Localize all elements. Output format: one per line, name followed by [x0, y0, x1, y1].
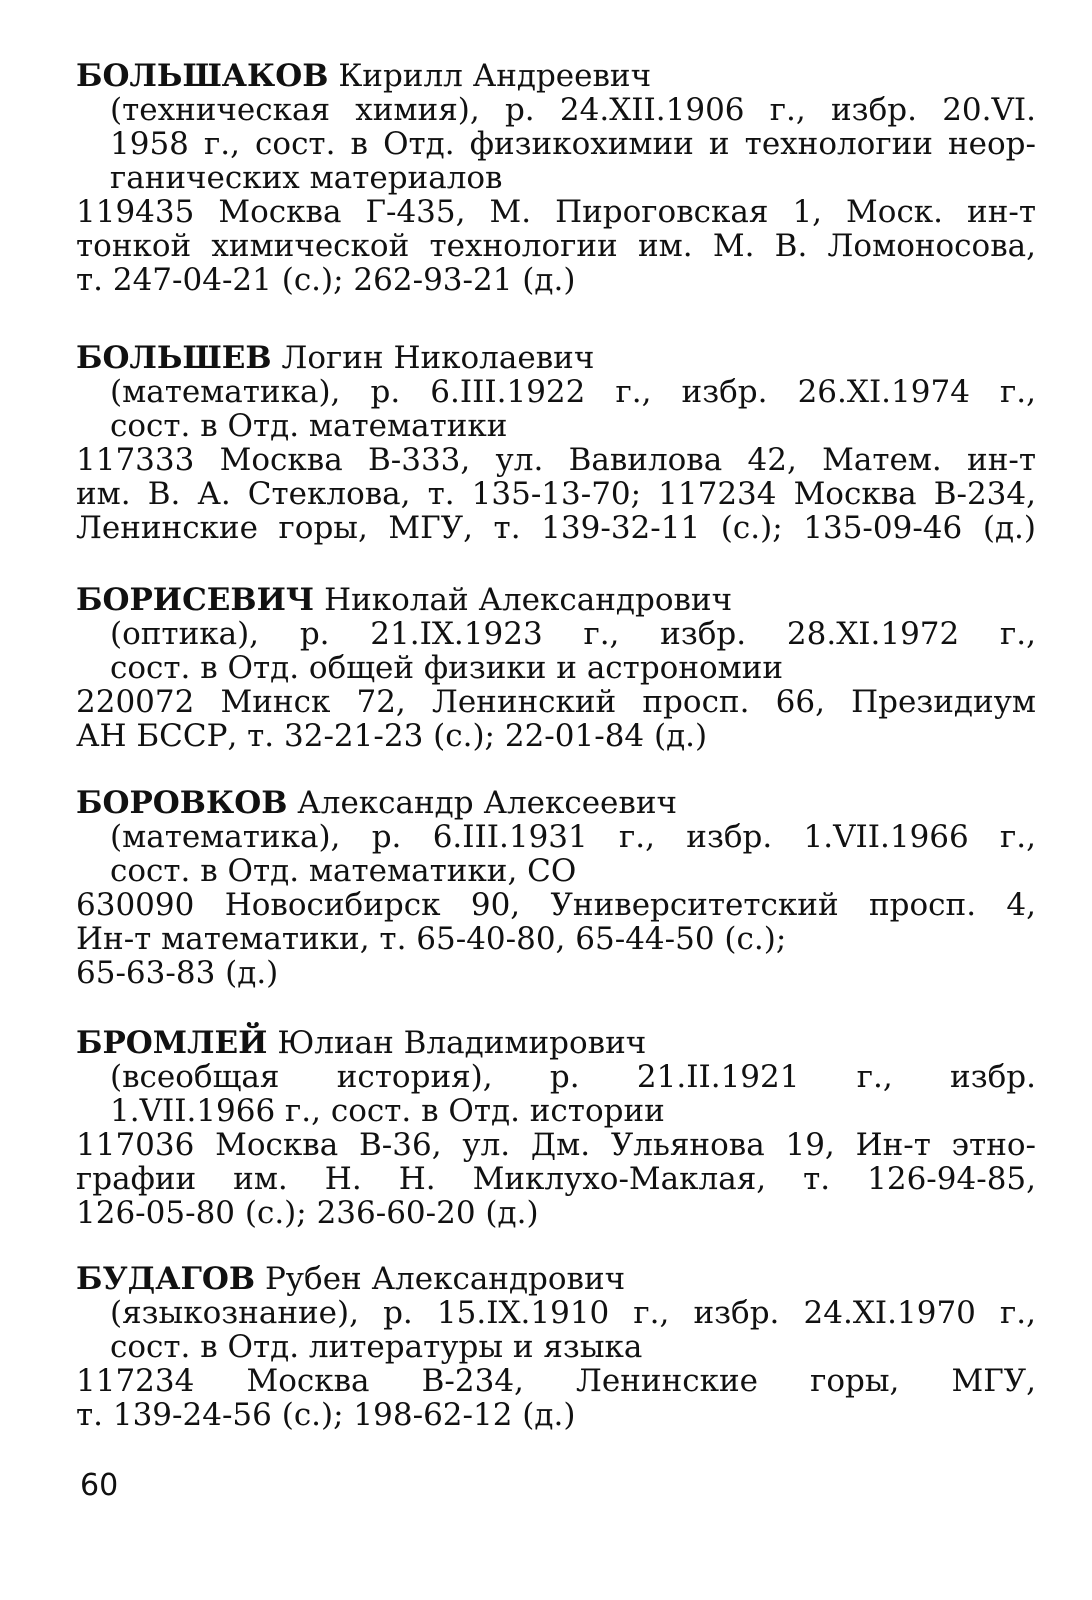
entry-surname: БУДАГОВ — [76, 1261, 256, 1297]
entry-details-line: сост. в Отд. литературы и языка — [110, 1329, 643, 1365]
entry-address-line: графии им. Н. Н. Миклухо-Маклая, т. 126-94-85, — [76, 1161, 1036, 1197]
entry-address-line: Ин-т математики, т. 65-40-80, 65-44-50 (с.); — [76, 921, 787, 957]
entry-details-line: (всеобщая история), р. 21.II.1921 г., избр. — [110, 1059, 1036, 1095]
entry-surname: БОРОВКОВ — [76, 785, 288, 821]
entry-address-line: им. В. А. Стеклова, т. 135-13-70; 117234 Москва В-234, — [76, 476, 1036, 512]
page-number: 60 — [80, 1468, 119, 1503]
entry-details-line: 1.VII.1966 г., сост. в Отд. истории — [110, 1093, 665, 1129]
entry-details-line: сост. в Отд. математики — [110, 408, 508, 444]
entry-heading — [76, 341, 1036, 375]
entry-address-line: тонкой химической технологии им. М. В. Ломоносова, — [76, 228, 1036, 264]
directory-entry — [76, 583, 1036, 753]
entry-heading — [76, 1262, 1036, 1296]
directory-entry — [76, 59, 1036, 297]
entry-address-line: 117234 Москва В-234, Ленинские горы, МГУ, — [76, 1363, 1036, 1399]
entry-details-line: сост. в Отд. математики, СО — [110, 853, 577, 889]
entry-address-line: 220072 Минск 72, Ленинский просп. 66, Президиум — [76, 684, 1036, 720]
entry-surname: БОЛЬШЕВ — [76, 340, 272, 376]
entry-given-name: Кирилл Андреевич — [338, 58, 652, 94]
directory-entry — [76, 341, 1036, 545]
entry-address-line: 126-05-80 (с.); 236-60-20 (д.) — [76, 1195, 539, 1231]
entry-details-line: (математика), р. 6.III.1922 г., избр. 26.XI.1974 г., — [110, 374, 1036, 410]
entry-heading — [76, 583, 1036, 617]
entry-address-line: 117036 Москва В-36, ул. Дм. Ульянова 19, Ин-т этно- — [76, 1127, 1036, 1163]
entry-details-line: сост. в Отд. общей физики и астрономии — [110, 650, 784, 686]
entry-address-line: 119435 Москва Г-435, М. Пироговская 1, Моск. ин-т — [76, 194, 1036, 230]
entry-address-line: АН БССР, т. 32-21-23 (с.); 22-01-84 (д.) — [76, 718, 708, 754]
entry-given-name: Александр Алексеевич — [297, 785, 678, 821]
entry-address-line: 65-63-83 (д.) — [76, 955, 279, 991]
entry-address-line: т. 247-04-21 (с.); 262-93-21 (д.) — [76, 262, 576, 298]
entry-given-name: Николай Александрович — [324, 582, 733, 618]
entry-address-line: т. 139-24-56 (с.); 198-62-12 (д.) — [76, 1397, 576, 1433]
entry-surname: БОРИСЕВИЧ — [76, 582, 315, 618]
entry-surname: БРОМЛЕЙ — [76, 1025, 268, 1061]
entry-address-line: Ленинские горы, МГУ, т. 139-32-11 (с.); 135-09-46 (д.) — [76, 510, 1036, 546]
entry-heading — [76, 1026, 1036, 1060]
entry-given-name: Юлиан Владимирович — [277, 1025, 647, 1061]
entry-details-line: (техническая химия), р. 24.XII.1906 г., избр. 20.VI. — [110, 92, 1036, 128]
entry-heading — [76, 786, 1036, 820]
entry-given-name: Логин Николаевич — [281, 340, 595, 376]
entry-address-line: 630090 Новосибирск 90, Университетский просп. 4, — [76, 887, 1036, 923]
entry-details-line: (математика), р. 6.III.1931 г., избр. 1.VII.1966 г., — [110, 819, 1036, 855]
entry-details-line: ганических материалов — [110, 160, 503, 196]
entry-address-line: 117333 Москва В-333, ул. Вавилова 42, Матем. ин-т — [76, 442, 1036, 478]
entry-surname: БОЛЬШАКОВ — [76, 58, 329, 94]
entry-given-name: Рубен Александрович — [264, 1261, 626, 1297]
entry-details-line: (оптика), р. 21.IX.1923 г., избр. 28.XI.1972 г., — [110, 616, 1036, 652]
directory-entry — [76, 786, 1036, 990]
directory-entry — [76, 1262, 1036, 1432]
entry-details-line: 1958 г., сост. в Отд. физикохимии и технологии неор- — [110, 126, 1036, 162]
entry-heading — [76, 59, 1036, 93]
entry-details-line: (языкознание), р. 15.IX.1910 г., избр. 24.XI.1970 г., — [110, 1295, 1036, 1331]
directory-entry — [76, 1026, 1036, 1230]
